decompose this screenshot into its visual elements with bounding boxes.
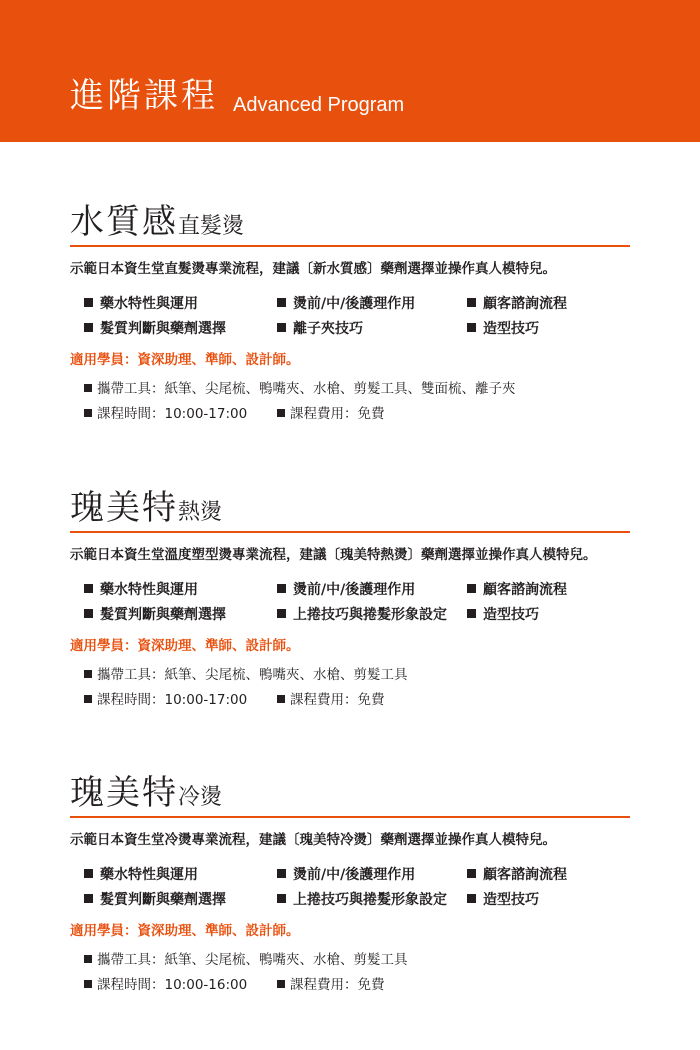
bullet-square-icon bbox=[84, 298, 93, 307]
page-subtitle: Advanced Program bbox=[233, 94, 405, 116]
feature-label: 藥水特性與運用 bbox=[100, 296, 198, 312]
tools-label: 攜帶工具：紙筆、尖尾梳、鴨嘴夾、水槍、剪髮工具 bbox=[97, 952, 408, 968]
feature-item bbox=[84, 580, 198, 600]
feature-item bbox=[467, 580, 567, 600]
feature-label: 髮質判斷與藥劑選擇 bbox=[100, 321, 226, 337]
course-divider bbox=[70, 816, 630, 818]
course-tools bbox=[84, 665, 408, 685]
course-fee bbox=[277, 404, 385, 424]
bullet-square-icon bbox=[84, 955, 92, 963]
feature-item bbox=[277, 890, 447, 910]
bullet-square-icon bbox=[277, 695, 285, 703]
tools-label: 攜帶工具：紙筆、尖尾梳、鴨嘴夾、水槍、剪髮工具 bbox=[97, 667, 408, 683]
bullet-square-icon bbox=[277, 323, 286, 332]
feature-label: 上捲技巧與捲髮形象設定 bbox=[293, 892, 447, 908]
feature-label: 上捲技巧與捲髮形象設定 bbox=[293, 607, 447, 623]
feature-item bbox=[467, 294, 567, 314]
course-title: 水質感 bbox=[70, 202, 178, 242]
course-title: 瑰美特 bbox=[70, 773, 178, 813]
bullet-square-icon bbox=[467, 609, 476, 618]
bullet-square-icon bbox=[84, 609, 93, 618]
fee-label: 課程費用：免費 bbox=[290, 692, 385, 708]
course-section bbox=[0, 202, 700, 432]
feature-label: 離子夾技巧 bbox=[293, 321, 363, 337]
course-audience: 適用學員：資深助理、準師、設計師。 bbox=[70, 638, 300, 654]
feature-label: 燙前/中/後護理作用 bbox=[293, 582, 416, 598]
feature-item bbox=[84, 319, 226, 339]
bullet-square-icon bbox=[84, 584, 93, 593]
time-label: 課程時間：10:00-17:00 bbox=[97, 692, 248, 708]
bullet-square-icon bbox=[277, 409, 285, 417]
feature-item bbox=[467, 890, 539, 910]
feature-label: 顧客諮詢流程 bbox=[483, 582, 567, 598]
tools-label: 攜帶工具：紙筆、尖尾梳、鴨嘴夾、水槍、剪髮工具、雙面梳、離子夾 bbox=[97, 381, 516, 397]
bullet-square-icon bbox=[84, 384, 92, 392]
feature-label: 造型技巧 bbox=[483, 892, 539, 908]
bullet-square-icon bbox=[84, 894, 93, 903]
feature-item bbox=[277, 294, 415, 314]
feature-label: 藥水特性與運用 bbox=[100, 867, 198, 883]
course-description: 示範日本資生堂直髮燙專業流程，建議〔新水質感〕藥劑選擇並操作真人模特兒。 bbox=[70, 261, 556, 277]
course-heading bbox=[70, 488, 222, 528]
bullet-square-icon bbox=[277, 584, 286, 593]
course-section bbox=[0, 773, 700, 1003]
bullet-square-icon bbox=[467, 894, 476, 903]
bullet-square-icon bbox=[277, 869, 286, 878]
bullet-square-icon bbox=[84, 670, 92, 678]
course-heading bbox=[70, 202, 244, 242]
bullet-square-icon bbox=[84, 980, 92, 988]
course-heading bbox=[70, 773, 222, 813]
course-time bbox=[84, 690, 247, 710]
feature-item bbox=[467, 605, 539, 625]
course-type: 直髮燙 bbox=[178, 214, 245, 239]
fee-label: 課程費用：免費 bbox=[290, 977, 385, 993]
page-header bbox=[0, 0, 700, 142]
bullet-square-icon bbox=[467, 298, 476, 307]
time-label: 課程時間：10:00-17:00 bbox=[97, 406, 248, 422]
bullet-square-icon bbox=[84, 869, 93, 878]
feature-label: 顧客諮詢流程 bbox=[483, 867, 567, 883]
feature-label: 造型技巧 bbox=[483, 607, 539, 623]
bullet-square-icon bbox=[277, 980, 285, 988]
course-type: 熱燙 bbox=[178, 500, 223, 525]
feature-item bbox=[84, 865, 198, 885]
course-type: 冷燙 bbox=[178, 785, 223, 810]
feature-label: 髮質判斷與藥劑選擇 bbox=[100, 607, 226, 623]
feature-item bbox=[84, 294, 198, 314]
course-section bbox=[0, 488, 700, 718]
bullet-square-icon bbox=[467, 584, 476, 593]
course-title: 瑰美特 bbox=[70, 488, 178, 528]
page-title: 進階課程 bbox=[70, 76, 218, 116]
feature-label: 藥水特性與運用 bbox=[100, 582, 198, 598]
feature-label: 髮質判斷與藥劑選擇 bbox=[100, 892, 226, 908]
feature-label: 燙前/中/後護理作用 bbox=[293, 296, 416, 312]
feature-item bbox=[84, 890, 226, 910]
bullet-square-icon bbox=[84, 323, 93, 332]
course-divider bbox=[70, 245, 630, 247]
feature-item bbox=[277, 580, 415, 600]
feature-item bbox=[84, 605, 226, 625]
feature-item bbox=[277, 319, 363, 339]
bullet-square-icon bbox=[277, 609, 286, 618]
bullet-square-icon bbox=[467, 323, 476, 332]
fee-label: 課程費用：免費 bbox=[290, 406, 385, 422]
feature-item bbox=[467, 319, 539, 339]
course-description: 示範日本資生堂溫度塑型燙專業流程，建議〔瑰美特熱燙〕藥劑選擇並操作真人模特兒。 bbox=[70, 547, 597, 563]
course-audience: 適用學員：資深助理、準師、設計師。 bbox=[70, 352, 300, 368]
feature-label: 造型技巧 bbox=[483, 321, 539, 337]
bullet-square-icon bbox=[84, 695, 92, 703]
feature-label: 顧客諮詢流程 bbox=[483, 296, 567, 312]
course-description: 示範日本資生堂冷燙專業流程，建議〔瑰美特冷燙〕藥劑選擇並操作真人模特兒。 bbox=[70, 832, 556, 848]
time-label: 課程時間：10:00-16:00 bbox=[97, 977, 248, 993]
course-tools bbox=[84, 950, 408, 970]
course-fee bbox=[277, 975, 385, 995]
course-divider bbox=[70, 531, 630, 533]
feature-item bbox=[467, 865, 567, 885]
bullet-square-icon bbox=[277, 298, 286, 307]
course-audience: 適用學員：資深助理、準師、設計師。 bbox=[70, 923, 300, 939]
feature-item bbox=[277, 605, 447, 625]
feature-label: 燙前/中/後護理作用 bbox=[293, 867, 416, 883]
feature-item bbox=[277, 865, 415, 885]
course-fee bbox=[277, 690, 385, 710]
bullet-square-icon bbox=[467, 869, 476, 878]
bullet-square-icon bbox=[277, 894, 286, 903]
course-time bbox=[84, 975, 247, 995]
bullet-square-icon bbox=[84, 409, 92, 417]
course-time bbox=[84, 404, 247, 424]
course-tools bbox=[84, 379, 516, 399]
